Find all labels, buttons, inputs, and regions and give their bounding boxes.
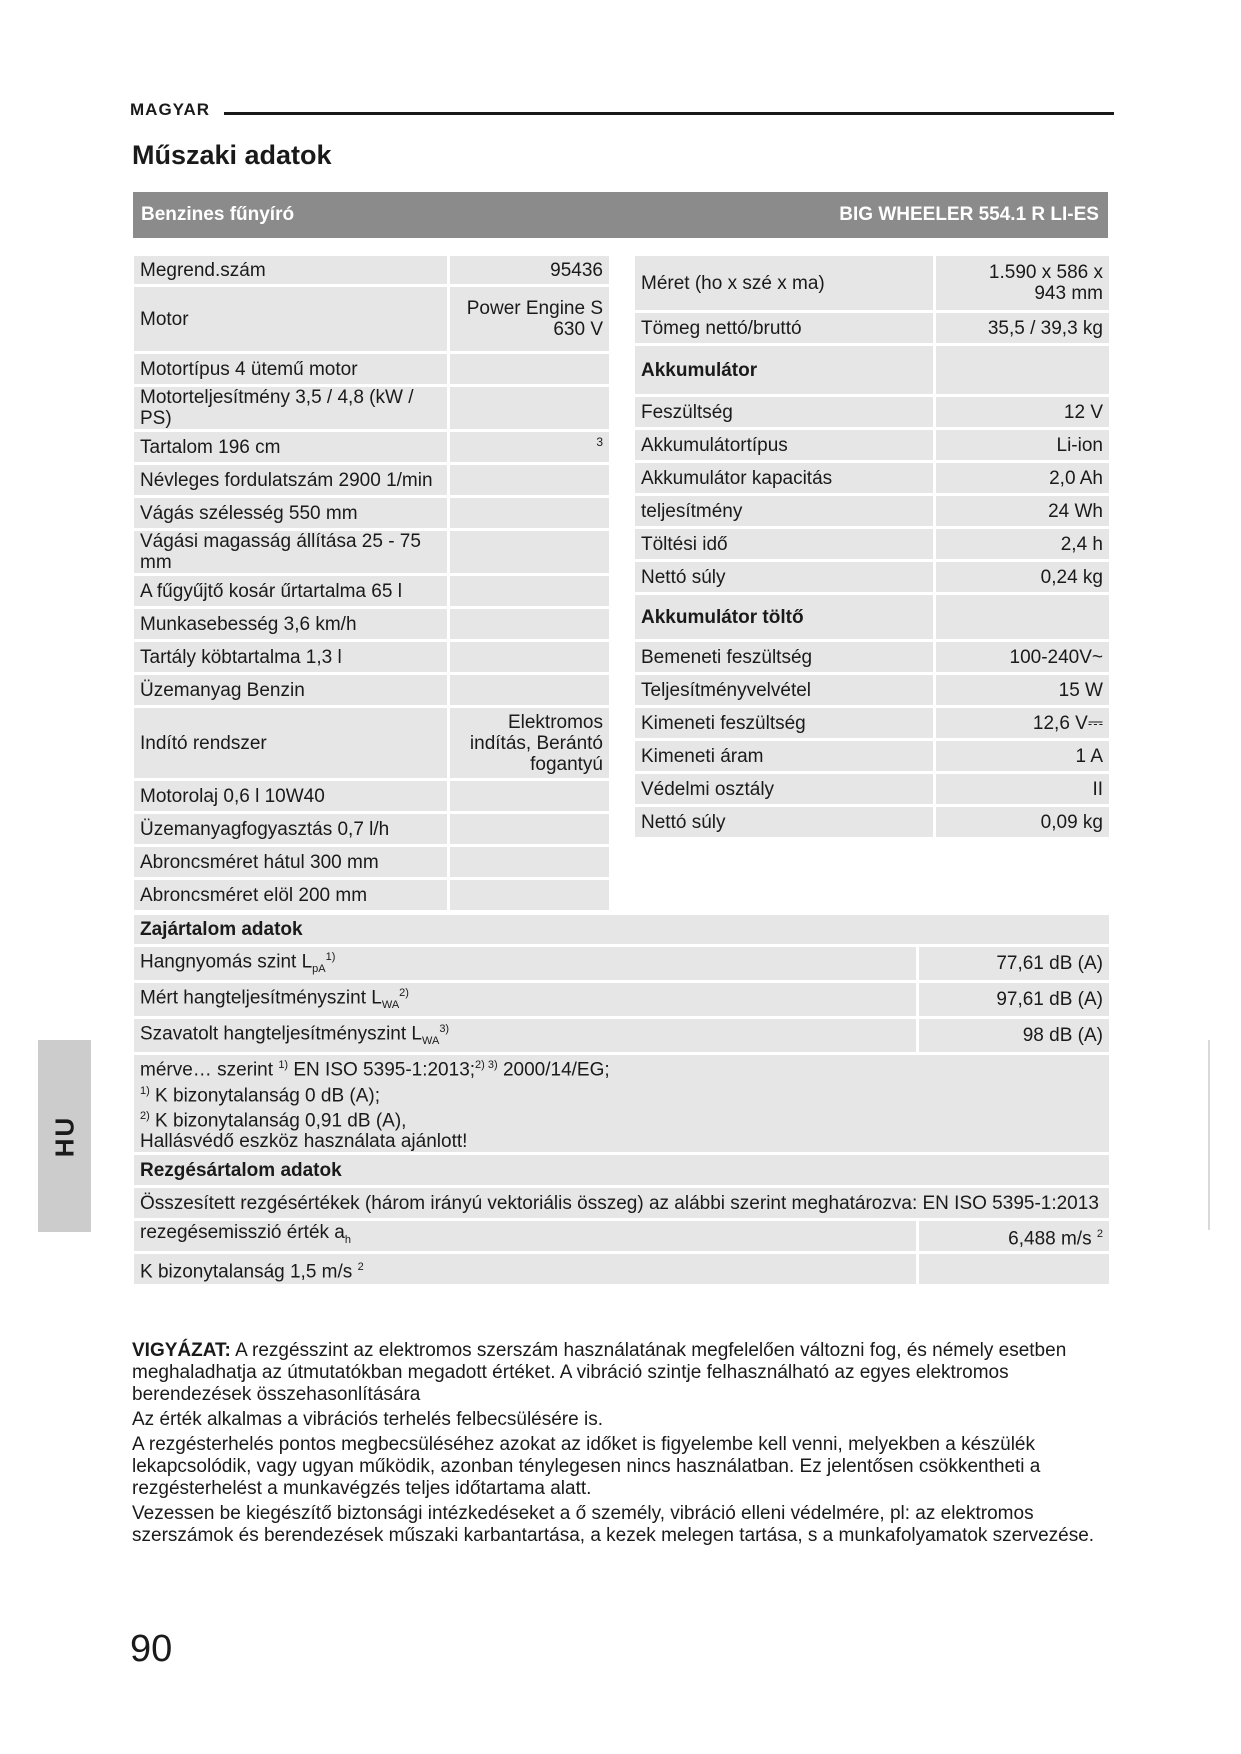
table-row xyxy=(635,675,1109,705)
noise-label-text: Mért hangteljesítményszint L xyxy=(140,987,382,1009)
table-row xyxy=(134,708,609,778)
noise-notes xyxy=(134,1055,1109,1152)
table-row xyxy=(134,814,609,844)
noise-note-protection: Hallásvédő eszköz használata ajánlott! xyxy=(140,1131,468,1153)
spec-value: Elektromos indítás, Berántó fogantyú xyxy=(450,708,609,778)
vibration-value xyxy=(919,1221,1109,1251)
spec-value: 100-240V~ xyxy=(936,642,1109,672)
spec-value xyxy=(450,498,609,528)
note-sup: 2) xyxy=(140,1110,150,1123)
spec-label: Abroncsméret elöl 200 mm xyxy=(134,880,447,910)
charger-heading: Akkumulátor töltő xyxy=(635,595,933,639)
spec-value xyxy=(450,781,609,811)
table-row xyxy=(134,1019,1109,1052)
spec-label: Indító rendszer xyxy=(134,708,447,778)
table-row xyxy=(635,774,1109,804)
table-row xyxy=(134,498,609,528)
table-row xyxy=(635,256,1109,310)
spec-label: Vágási magasság állítása 25 - 75 mm xyxy=(134,531,447,573)
vibration-summary: Összesített rezgésértékek (három irányú vektoriális összeg) az alábbi szerint meghatározva: EN ISO 5395-1:2013 xyxy=(134,1188,1109,1218)
spec-value: II xyxy=(936,774,1109,804)
spec-value xyxy=(450,387,609,429)
vibration-value-text: 6,488 m/s xyxy=(1008,1228,1092,1250)
spec-value xyxy=(450,880,609,910)
spec-value: 1 A xyxy=(936,741,1109,771)
spec-label: Megrend.szám xyxy=(134,256,447,284)
spec-label: Motortípus 4 ütemű motor xyxy=(134,354,447,384)
noise-vibration-table xyxy=(131,912,1112,1287)
note-text: K bizonytalanság 0,91 dB (A), xyxy=(149,1110,407,1132)
spec-value: 0,09 kg xyxy=(936,807,1109,837)
spec-value xyxy=(450,609,609,639)
table-row xyxy=(134,947,1109,980)
edge-line xyxy=(1208,1040,1210,1230)
spec-label: Nettó súly xyxy=(635,807,933,837)
spec-label: Akkumulátortípus xyxy=(635,430,933,460)
vibration-uncertainty xyxy=(134,1254,916,1284)
caution-p1 xyxy=(132,1340,1112,1406)
noise-label xyxy=(134,983,916,1016)
table-row xyxy=(134,880,609,910)
spec-label: Motorteljesítmény 3,5 / 4,8 (kW / PS) xyxy=(134,387,447,429)
table-row xyxy=(635,595,1109,639)
caution-p3: A rezgésterhelés pontos megbecsüléséhez azokat az időket is figyelembe kell venni, melyekben a készülék lekapcsolódik, vagy ugyan működik, azonban ténylegesen nincs használatban. Ez jelentősen csökkentheti a rezgésterhelést a munkavégzés teljes időtartama alatt. xyxy=(132,1434,1041,1499)
caution-lead: VIGYÁZAT: xyxy=(132,1340,231,1361)
language-side-label xyxy=(38,1040,91,1232)
spec-value: 24 Wh xyxy=(936,496,1109,526)
spec-label: Abroncsméret hátul 300 mm xyxy=(134,847,447,877)
table-row xyxy=(635,562,1109,592)
mower-specs-table xyxy=(131,253,612,913)
noise-heading: Zajártalom adatok xyxy=(134,915,1109,944)
note-sup: 2) 3) xyxy=(475,1059,498,1072)
table-row xyxy=(635,708,1109,738)
spec-value: Power Engine S 630 V xyxy=(450,287,609,351)
table-row xyxy=(134,387,609,429)
table-row xyxy=(134,781,609,811)
uncertainty-sup: 2 xyxy=(357,1260,364,1273)
noise-value: 97,61 dB (A) xyxy=(919,983,1109,1016)
caution-p2: Az érték alkalmas a vibrációs terhelés felbecsülésére is. xyxy=(132,1409,603,1430)
noise-label-text: Szavatolt hangteljesítményszint L xyxy=(140,1023,422,1045)
noise-label-sup: 1) xyxy=(325,951,336,963)
table-row xyxy=(134,1221,1109,1251)
side-tab-text: HU xyxy=(49,1115,79,1157)
table-row xyxy=(635,430,1109,460)
noise-label-sub: WA xyxy=(381,999,400,1012)
spec-label: teljesítmény xyxy=(635,496,933,526)
spec-label: Méret (ho x szé x ma) xyxy=(635,256,933,310)
spec-value xyxy=(450,354,609,384)
table-row xyxy=(134,287,609,351)
table-row xyxy=(134,609,609,639)
noise-note-k2 xyxy=(140,1106,1103,1131)
noise-label-text: Hangnyomás szint L xyxy=(140,951,313,973)
table-row xyxy=(635,741,1109,771)
spec-label: Akkumulátor kapacitás xyxy=(635,463,933,493)
table-row xyxy=(134,1188,1109,1218)
spec-value xyxy=(450,531,609,573)
spec-value xyxy=(450,814,609,844)
note-sup: 1) xyxy=(140,1084,150,1097)
spec-value: 0,24 kg xyxy=(936,562,1109,592)
table-row xyxy=(635,397,1109,427)
table-row xyxy=(134,256,609,284)
table-row xyxy=(134,576,609,606)
table-row xyxy=(134,847,609,877)
uncertainty-text: K bizonytalanság 1,5 m/s xyxy=(140,1261,353,1283)
spec-label: Nettó súly xyxy=(635,562,933,592)
spec-label: Tömeg nettó/bruttó xyxy=(635,313,933,343)
spec-value xyxy=(450,576,609,606)
table-row xyxy=(134,531,609,573)
noise-label xyxy=(134,1019,916,1052)
spec-label: Töltési idő xyxy=(635,529,933,559)
vibration-value-sup: 2 xyxy=(1096,1227,1103,1240)
product-model: BIG WHEELER 554.1 R LI-ES xyxy=(839,204,1099,225)
spec-value xyxy=(450,465,609,495)
spec-value: 35,5 / 39,3 kg xyxy=(936,313,1109,343)
note-text: mérve… szerint xyxy=(140,1059,279,1081)
caution-p4: Vezessen be kiegészítő biztonsági intézkedéseket a ő személy, vibráció elleni védelmére, pl: az elektromos szerszámok és berendezések műszaki karbantartása, a kezek melegen tartása, s a munkafolyamatok szervezése. xyxy=(132,1503,1095,1546)
table-row xyxy=(134,432,609,462)
spec-label: Teljesítményvelvétel xyxy=(635,675,933,705)
spec-value: 2,4 h xyxy=(936,529,1109,559)
table-row xyxy=(134,354,609,384)
spec-value xyxy=(450,675,609,705)
noise-note-k1 xyxy=(140,1081,1103,1106)
battery-specs-table xyxy=(632,253,1112,840)
vibration-label-sub: h xyxy=(344,1233,351,1246)
table-row xyxy=(635,642,1109,672)
spec-label: Kimeneti áram xyxy=(635,741,933,771)
spec-value: 15 W xyxy=(936,675,1109,705)
table-row xyxy=(635,529,1109,559)
spec-value: 12 V xyxy=(936,397,1109,427)
table-row xyxy=(635,313,1109,343)
spec-label: Feszültség xyxy=(635,397,933,427)
spec-label: Névleges fordulatszám 2900 1/min xyxy=(134,465,447,495)
page-number: 90 xyxy=(130,1628,173,1670)
caution-text: A rezgésszint az elektromos szerszám használatának megfelelően változni fog, és némely esetben meghaladhatja az útmutatókban megadott értéket. A vibráció szintje felhasználható az egyes elektromos berendezések összehasonlítására xyxy=(132,1340,1067,1405)
table-row xyxy=(635,463,1109,493)
note-text: 2000/14/EG; xyxy=(497,1059,610,1081)
spec-label: Motor xyxy=(134,287,447,351)
vibration-label-text: rezegésemisszió érték a xyxy=(140,1221,345,1243)
product-bar xyxy=(133,192,1108,238)
table-row xyxy=(134,642,609,672)
spec-value xyxy=(450,847,609,877)
table-row xyxy=(134,1055,1109,1152)
spec-value: 2,0 Ah xyxy=(936,463,1109,493)
page-title: Műszaki adatok xyxy=(132,140,332,170)
spec-label: Kimeneti feszültség xyxy=(635,708,933,738)
language-label: MAGYAR xyxy=(130,100,210,119)
spec-label: Motorolaj 0,6 l 10W40 xyxy=(134,781,447,811)
noise-label-sup: 3) xyxy=(439,1023,450,1036)
caution-block xyxy=(132,1340,1112,1550)
noise-label-sub: WA xyxy=(422,1035,440,1048)
spec-value xyxy=(450,642,609,672)
product-category: Benzines fűnyíró xyxy=(141,204,295,225)
noise-value: 77,61 dB (A) xyxy=(919,947,1109,980)
spec-label: Vágás szélesség 550 mm xyxy=(134,498,447,528)
noise-label xyxy=(134,947,916,980)
spec-label: A fűgyűjtő kosár űrtartalma 65 l xyxy=(134,576,447,606)
note-sup: 1) xyxy=(278,1059,289,1072)
table-row xyxy=(134,1254,1109,1284)
table-row xyxy=(134,983,1109,1016)
spec-value: 1.590 x 586 x 943 mm xyxy=(936,256,1109,310)
noise-value: 98 dB (A) xyxy=(919,1019,1109,1052)
note-text: K bizonytalanság 0 dB (A); xyxy=(149,1085,381,1107)
spec-value: 95436 xyxy=(450,256,609,284)
table-row xyxy=(635,807,1109,837)
table-row xyxy=(635,496,1109,526)
spec-label: Védelmi osztály xyxy=(635,774,933,804)
spec-value: Li-ion xyxy=(936,430,1109,460)
noise-label-sup: 2) xyxy=(399,987,409,1000)
vibration-heading: Rezgésártalom adatok xyxy=(134,1155,1109,1185)
table-row xyxy=(134,465,609,495)
spec-label: Bemeneti feszültség xyxy=(635,642,933,672)
table-row xyxy=(134,1155,1109,1185)
spec-value: 3 xyxy=(450,432,609,462)
header-rule xyxy=(224,112,1114,115)
spec-label: Tartály köbtartalma 1,3 l xyxy=(134,642,447,672)
table-row xyxy=(134,915,1109,944)
noise-label-sub: pA xyxy=(312,963,326,976)
vibration-label xyxy=(134,1221,916,1251)
spec-label: Tartalom 196 cm xyxy=(134,432,447,462)
noise-note-standard xyxy=(140,1055,1103,1080)
table-row xyxy=(635,346,1109,394)
spec-label: Üzemanyag Benzin xyxy=(134,675,447,705)
battery-heading: Akkumulátor xyxy=(635,346,933,394)
note-text: EN ISO 5395-1:2013; xyxy=(288,1059,476,1081)
spec-value: 12,6 V⎓ xyxy=(936,708,1109,738)
spec-label: Munkasebesség 3,6 km/h xyxy=(134,609,447,639)
spec-label: Üzemanyagfogyasztás 0,7 l/h xyxy=(134,814,447,844)
table-row xyxy=(134,675,609,705)
